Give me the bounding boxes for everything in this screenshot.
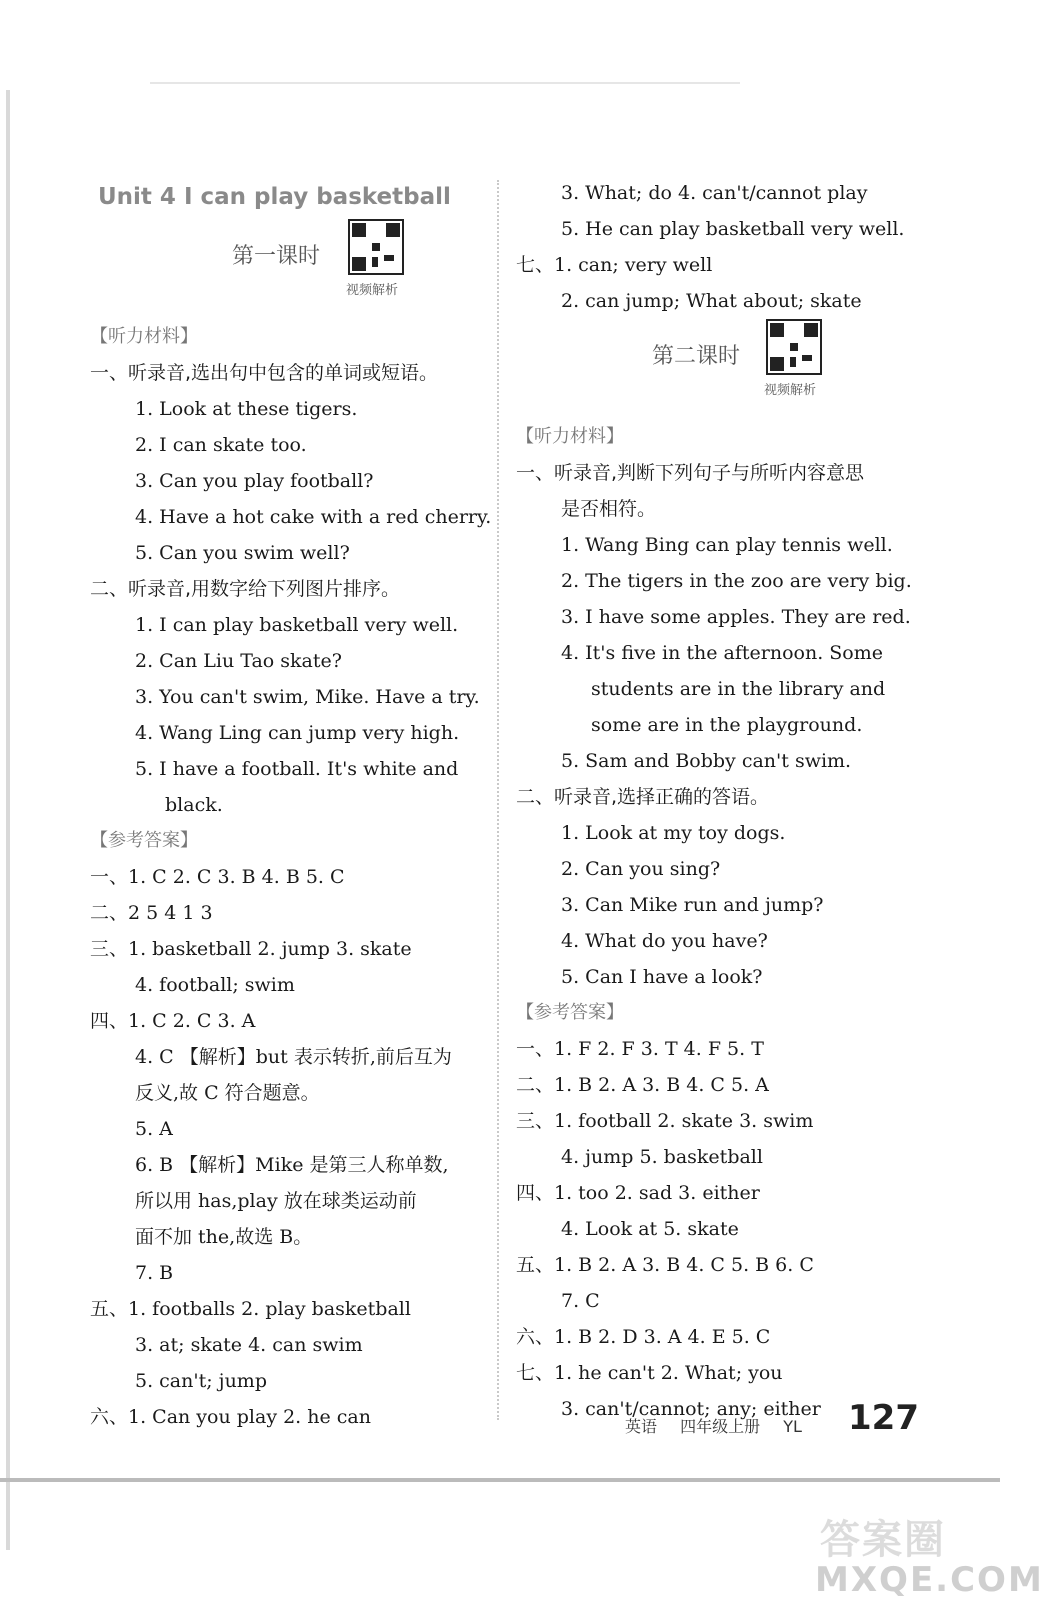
text-line: 4. What do you have? bbox=[561, 930, 768, 952]
text-line: 五、1. footballs 2. play basketball bbox=[90, 1298, 411, 1320]
text-line: 3. Can Mike run and jump? bbox=[561, 894, 824, 916]
page-number: 127 bbox=[848, 1398, 919, 1438]
bottom-rule bbox=[0, 1478, 1000, 1482]
text-line: 4. It's five in the afternoon. Some bbox=[561, 642, 883, 664]
text-line: 六、1. Can you play 2. he can bbox=[90, 1406, 371, 1428]
text-line: 四、1. C 2. C 3. A bbox=[90, 1010, 256, 1032]
text-line: black. bbox=[165, 794, 223, 816]
text-line: 是否相符。 bbox=[561, 498, 657, 520]
text-line: 5. I have a football. It's white and bbox=[135, 758, 459, 780]
qr-code-icon[interactable] bbox=[766, 319, 822, 375]
column-divider bbox=[497, 180, 499, 1420]
text-line: 7. B bbox=[135, 1262, 174, 1284]
text-line: 七、1. can; very well bbox=[516, 254, 713, 276]
text-line: 5. A bbox=[135, 1118, 173, 1140]
watermark-url: MXQE.COM bbox=[815, 1560, 1044, 1600]
right-top-text-lines bbox=[516, 175, 916, 319]
text-line: 面不加 the,故选 B。 bbox=[135, 1226, 313, 1248]
text-line: 3. I have some apples. They are red. bbox=[561, 606, 911, 628]
text-line: 二、2 5 4 1 3 bbox=[90, 902, 213, 924]
text-line: 1. I can play basketball very well. bbox=[135, 614, 459, 636]
text-line: 七、1. he can't 2. What; you bbox=[516, 1362, 783, 1384]
text-line: 4. football; swim bbox=[135, 974, 295, 996]
text-line: 一、1. C 2. C 3. B 4. B 5. C bbox=[90, 866, 345, 888]
lesson-2-header bbox=[516, 319, 916, 419]
text-line: 4. jump 5. basketball bbox=[561, 1146, 763, 1168]
text-line: 3. can't/cannot; any; either bbox=[561, 1398, 821, 1420]
text-line: 4. Look at 5. skate bbox=[561, 1218, 739, 1240]
lesson-2-title: 第二课时 bbox=[652, 344, 741, 369]
page-edge-shadow bbox=[6, 90, 10, 1550]
text-line: 5. Can you swim well? bbox=[135, 542, 350, 564]
text-line: 三、1. football 2. skate 3. swim bbox=[516, 1110, 814, 1132]
text-line: 二、听录音,选择正确的答语。 bbox=[516, 786, 770, 808]
qr-code-icon[interactable] bbox=[348, 219, 404, 275]
text-line: 6. B 【解析】Mike 是第三人称单数, bbox=[135, 1154, 449, 1176]
text-line: 一、听录音,判断下列句子与所听内容意思 bbox=[516, 462, 865, 484]
section-heading: 【参考答案】 bbox=[90, 830, 198, 851]
text-line: 二、1. B 2. A 3. B 4. C 5. A bbox=[516, 1074, 769, 1096]
text-line: 三、1. basketball 2. jump 3. skate bbox=[90, 938, 412, 960]
text-line: 3. Can you play football? bbox=[135, 470, 374, 492]
text-line: 1. Look at these tigers. bbox=[135, 398, 358, 420]
text-line: 1. Look at my toy dogs. bbox=[561, 822, 786, 844]
text-line: 四、1. too 2. sad 3. either bbox=[516, 1182, 760, 1204]
section-heading: 【参考答案】 bbox=[516, 1002, 624, 1023]
lesson-1-title: 第一课时 bbox=[232, 244, 321, 269]
left-column bbox=[90, 175, 490, 1435]
qr-caption: 视频解析 bbox=[346, 283, 399, 298]
footer-code: YL bbox=[783, 1417, 802, 1436]
text-line: 五、1. B 2. A 3. B 4. C 5. B 6. C bbox=[516, 1254, 814, 1276]
text-line: 一、听录音,选出句中包含的单词或短语。 bbox=[90, 362, 439, 384]
text-line: 2. The tigers in the zoo are very big. bbox=[561, 570, 912, 592]
text-line: 二、听录音,用数字给下列图片排序。 bbox=[90, 578, 401, 600]
text-line: 5. Can I have a look? bbox=[561, 966, 763, 988]
text-line: 一、1. F 2. F 3. T 4. F 5. T bbox=[516, 1038, 764, 1060]
qr-caption: 视频解析 bbox=[764, 383, 817, 398]
text-line: 7. C bbox=[561, 1290, 600, 1312]
text-line: 5. Sam and Bobby can't swim. bbox=[561, 750, 852, 772]
text-line: 4. C 【解析】but 表示转折,前后互为 bbox=[135, 1046, 452, 1068]
text-line: 4. Wang Ling can jump very high. bbox=[135, 722, 460, 744]
right-bottom-text-lines bbox=[516, 419, 916, 1427]
text-line: 2. Can Liu Tao skate? bbox=[135, 650, 342, 672]
footer-grade: 四年级上册 bbox=[680, 1417, 761, 1436]
text-line: 5. He can play basketball very well. bbox=[561, 218, 905, 240]
section-heading: 【听力材料】 bbox=[516, 426, 624, 447]
top-rule bbox=[150, 82, 740, 84]
section-heading: 【听力材料】 bbox=[90, 326, 198, 347]
text-line: 所以用 has,play 放在球类运动前 bbox=[135, 1190, 417, 1212]
page-footer bbox=[625, 1407, 820, 1447]
text-line: 3. You can't swim, Mike. Have a try. bbox=[135, 686, 480, 708]
text-line: 2. Can you sing? bbox=[561, 858, 721, 880]
text-line: 2. I can skate too. bbox=[135, 434, 307, 456]
text-line: some are in the playground. bbox=[591, 714, 863, 736]
text-line: 3. at; skate 4. can swim bbox=[135, 1334, 363, 1356]
text-line: 2. can jump; What about; skate bbox=[561, 290, 862, 312]
left-text-lines bbox=[90, 319, 490, 1435]
right-column bbox=[516, 175, 916, 1427]
text-line: students are in the library and bbox=[591, 678, 886, 700]
text-line: 六、1. B 2. D 3. A 4. E 5. C bbox=[516, 1326, 771, 1348]
text-line: 1. Wang Bing can play tennis well. bbox=[561, 534, 893, 556]
lesson-1-header bbox=[90, 219, 490, 319]
unit-title: Unit 4 I can play basketball bbox=[98, 184, 451, 210]
text-line: 3. What; do 4. can't/cannot play bbox=[561, 182, 868, 204]
text-line: 4. Have a hot cake with a red cherry. bbox=[135, 506, 492, 528]
text-line: 5. can't; jump bbox=[135, 1370, 267, 1392]
footer-subject: 英语 bbox=[625, 1417, 658, 1436]
watermark-logo: 答案圈 bbox=[820, 1517, 946, 1563]
text-line: 反义,故 C 符合题意。 bbox=[135, 1082, 320, 1104]
